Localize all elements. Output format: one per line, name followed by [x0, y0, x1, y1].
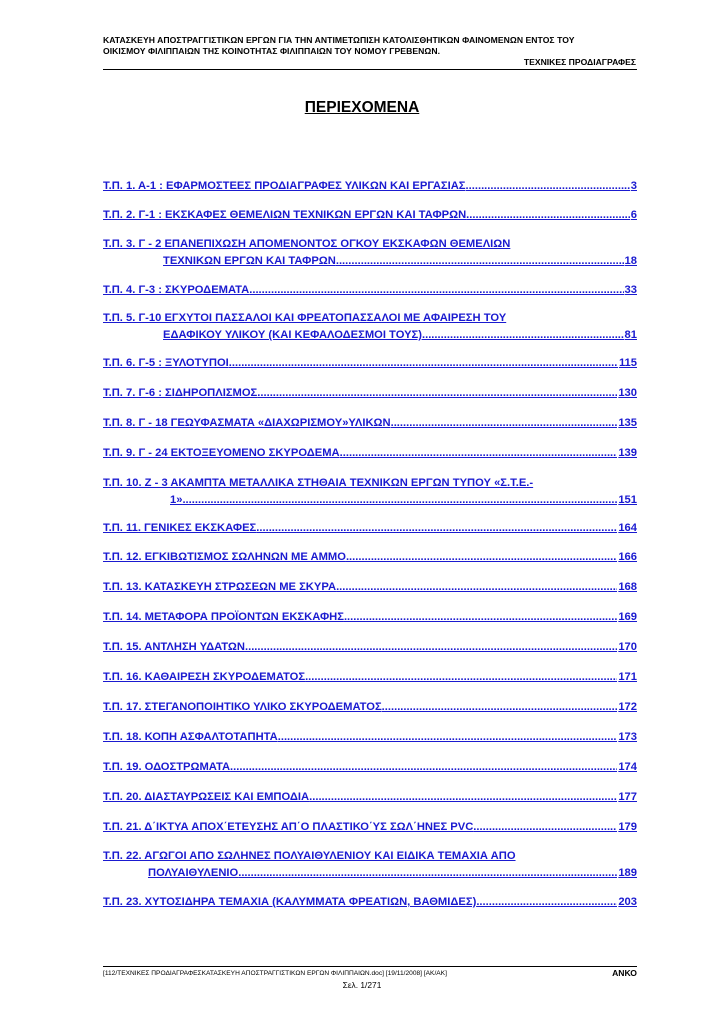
toc-label: Τ.Π. 16. ΚΑΘΑΙΡΕΣΗ ΣΚΥΡΟΔΕΜΑΤΟΣ	[103, 671, 306, 683]
footer-file-info: [112/ΤΕΧΝΙΚΕΣ ΠΡΟΔΙΑΓΡΑΦΕΣΚΑΤΑΣΚΕΥΗ ΑΠΟΣΤΡΑΓΓΙΣΤΙΚΩΝ ΕΡΓΩΝ ΦΙΛΙΠΠΑΙΩΝ.doc] [19/11/2008] [ΑΚ/ΑΚ]	[103, 970, 447, 977]
toc-leader	[382, 699, 618, 716]
toc-leader	[278, 729, 618, 746]
toc-label: Τ.Π. 1. Α-1 : ΕΦΑΡΜΟΣΤΕΕΣ ΠΡΟΔΙΑΓΡΑΦΕΣ ΥΛΙΚΩΝ ΚΑΙ ΕΡΓΑΣΙΑΣ	[103, 180, 466, 192]
toc-leader	[256, 520, 617, 537]
toc-page-number: 174	[618, 761, 637, 773]
toc-page-number: 177	[618, 791, 637, 803]
toc-page-number: 170	[618, 641, 637, 653]
toc-leader	[340, 445, 618, 462]
toc-label-line-2: ΠΟΛΥΑΙΘΥΛΕΝΙΟ	[148, 867, 239, 879]
header-divider	[103, 69, 637, 70]
toc-entry-13[interactable]	[103, 579, 637, 596]
toc-leader	[245, 639, 617, 656]
footer-company: ΑΝΚΟ	[612, 968, 637, 978]
toc-label-line-2: 1»	[170, 494, 183, 506]
toc-page-number: 130	[618, 387, 637, 399]
toc-page-number: 203	[618, 896, 637, 908]
toc-label: Τ.Π. 7. Γ-6 : ΣΙΔΗΡΟΠΛΙΣΜΟΣ	[103, 387, 258, 399]
toc-label: Τ.Π. 15. ΑΝΤΛΗΣΗ ΥΔΑΤΩΝ	[103, 641, 245, 653]
toc-entry-19[interactable]	[103, 759, 637, 776]
toc-leader	[466, 207, 630, 224]
toc-page-number: 171	[618, 671, 637, 683]
page-title: ΠΕΡΙΕΧΟΜΕΝΑ	[304, 99, 420, 116]
toc-label: Τ.Π. 20. ΔΙΑΣΤΑΥΡΩΣΕΙΣ ΚΑΙ ΕΜΠΟΔΙΑ	[103, 791, 310, 803]
toc-entry-4[interactable]	[103, 282, 637, 299]
toc-label: Τ.Π. 14. ΜΕΤΑΦΟΡΑ ΠΡΟΪΟΝΤΩΝ ΕΚΣΚΑΦΗΣ	[103, 611, 344, 623]
toc-page-number: 172	[618, 701, 637, 713]
toc-leader	[249, 282, 623, 299]
toc-leader	[476, 894, 617, 911]
toc-leader	[344, 609, 617, 626]
toc-leader	[257, 385, 617, 402]
footer-divider	[103, 966, 637, 967]
toc-leader	[466, 178, 630, 195]
toc-page-number: 135	[618, 417, 637, 429]
header-line-2: ΟΙΚΙΣΜΟΥ ΦΙΛΙΠΠΑΙΩΝ ΤΗΣ ΚΟΙΝΟΤΗΤΑΣ ΦΙΛΙΠΠΑΙΩΝ ΤΟΥ ΝΟΜΟΥ ΓΡΕΒΕΝΩΝ.	[103, 46, 441, 56]
toc-label-line-1: Τ.Π. 10. Ζ - 3 ΑΚΑΜΠΤΑ ΜΕΤΑΛΛΙΚΑ ΣΤΗΘΑΙΑ ΤΕΧΝΙΚΩΝ ΕΡΓΩΝ ΤΥΠΟΥ «Σ.Τ.Ε.-	[103, 477, 534, 489]
toc-entry-5[interactable]	[103, 310, 637, 344]
toc-entry-15[interactable]	[103, 639, 637, 656]
toc-page-number: 115	[618, 357, 637, 369]
toc-page-number: 189	[618, 867, 637, 879]
toc-label-line-1: Τ.Π. 22. ΑΓΩΓΟΙ ΑΠΟ ΣΩΛΗΝΕΣ ΠΟΛΥΑΙΘΥΛΕΝΙΟΥ ΚΑΙ ΕΙΔΙΚΑ ΤΕΜΑΧΙΑ ΑΠΟ	[103, 850, 516, 862]
toc-page-number: 18	[624, 255, 637, 267]
toc-leader	[305, 669, 617, 686]
toc-entry-14[interactable]	[103, 609, 637, 626]
toc-entry-23[interactable]	[103, 894, 637, 911]
toc-entry-2[interactable]	[103, 207, 637, 224]
toc-entry-7[interactable]	[103, 385, 637, 402]
toc-label-line-1: Τ.Π. 3. Γ - 2 ΕΠΑΝΕΠΙΧΩΣΗ ΑΠΟΜΕΝΟΝΤΟΣ ΟΓΚΟΥ ΕΚΣΚΑΦΩΝ ΘΕΜΕΛΙΩΝ	[103, 238, 511, 250]
toc-entry-17[interactable]	[103, 699, 637, 716]
toc-page-number: 166	[618, 551, 637, 563]
toc-label: Τ.Π. 2. Γ-1 : ΕΚΣΚΑΦΕΣ ΘΕΜΕΛΙΩΝ ΤΕΧΝΙΚΩΝ ΕΡΓΩΝ ΚΑΙ ΤΑΦΡΩΝ	[103, 209, 467, 221]
toc-label: Τ.Π. 4. Γ-3 : ΣΚΥΡΟΔΕΜΑΤΑ	[103, 284, 250, 296]
toc-page-number: 3	[630, 180, 637, 192]
toc-leader	[336, 253, 624, 270]
header-section: ΤΕΧΝΙΚΕΣ ΠΡΟΔΙΑΓΡΑΦΕΣ	[523, 57, 636, 67]
toc-entry-16[interactable]	[103, 669, 637, 686]
toc-page-number: 33	[624, 284, 637, 296]
toc-leader	[336, 579, 617, 596]
toc-page-number: 168	[618, 581, 637, 593]
toc-entry-11[interactable]	[103, 520, 637, 537]
toc-page-number: 173	[618, 731, 637, 743]
header-line-1: ΚΑΤΑΣΚΕΥΗ ΑΠΟΣΤΡΑΓΓΙΣΤΙΚΩΝ ΕΡΓΩΝ ΓΙΑ ΤΗΝ ΑΝΤΙΜΕΤΩΠΙΣΗ ΚΑΤΟΛΙΣΘΗΤΙΚΩΝ ΦΑΙΝΟΜΕΝΩΝ ΕΝΤΟΣ ΤΟΥ	[103, 35, 575, 45]
toc-label: Τ.Π. 9. Γ - 24 ΕΚΤΟΞΕΥΟΜΕΝΟ ΣΚΥΡΟΔΕΜΑ	[103, 447, 340, 459]
toc-label: Τ.Π. 12. ΕΓΚΙΒΩΤΙΣΜΟΣ ΣΩΛΗΝΩΝ ΜΕ ΑΜΜΟ	[103, 551, 346, 563]
toc-entry-22[interactable]	[103, 848, 637, 882]
toc-label: Τ.Π. 19. ΟΔΟΣΤΡΩΜΑΤΑ	[103, 761, 231, 773]
toc-label-line-1: Τ.Π. 5. Γ-10 ΕΓΧΥΤΟΙ ΠΑΣΣΑΛΟΙ ΚΑΙ ΦΡΕΑΤΟΠΑΣΣΑΛΟΙ ΜΕ ΑΦΑΙΡΕΣΗ ΤΟΥ	[103, 312, 507, 324]
toc-entry-8[interactable]	[103, 415, 637, 432]
toc-page-number: 139	[618, 447, 637, 459]
toc-leader	[309, 789, 617, 806]
footer-page-number: Σελ. 1/271	[342, 980, 382, 990]
toc-label: Τ.Π. 11. ΓΕΝΙΚΕΣ ΕΚΣΚΑΦΕΣ	[103, 522, 257, 534]
toc-page-number: 151	[618, 494, 637, 506]
toc-entry-12[interactable]	[103, 549, 637, 566]
toc-entry-21[interactable]	[103, 819, 637, 836]
toc-leader	[238, 865, 617, 882]
toc-leader	[391, 415, 618, 432]
toc-leader	[473, 819, 617, 836]
toc-entry-3[interactable]	[103, 236, 637, 270]
toc-entry-9[interactable]	[103, 445, 637, 462]
toc-entry-18[interactable]	[103, 729, 637, 746]
toc-entry-6[interactable]	[103, 355, 637, 372]
toc-leader	[422, 327, 624, 344]
toc-label: Τ.Π. 21. Δ΄ΙΚΤΥΑ ΑΠΟΧ΄ΕΤΕΥΣΗΣ ΑΠ΄Ο ΠΛΑΣΤΙΚΟ΄ΥΣ ΣΩΛ΄ΗΝΕΣ PVC	[103, 821, 474, 833]
toc-leader	[182, 492, 617, 509]
toc-entry-10[interactable]	[103, 475, 637, 509]
toc-label-line-2: ΕΔΑΦΙΚΟΥ ΥΛΙΚΟΥ (ΚΑΙ ΚΕΦΑΛΟΔΕΣΜΟΙ ΤΟΥΣ)	[163, 329, 422, 341]
toc-label: Τ.Π. 18. ΚΟΠΗ ΑΣΦΑΛΤΟΤΑΠΗΤΑ	[103, 731, 278, 743]
toc-label: Τ.Π. 23. ΧΥΤΟΣΙΔΗΡΑ ΤΕΜΑΧΙΑ (ΚΑΛΥΜΜΑΤΑ ΦΡΕΑΤΙΩΝ, ΒΑΘΜΙΔΕΣ)	[103, 896, 477, 908]
toc-page-number: 164	[618, 522, 637, 534]
toc-leader	[230, 759, 617, 776]
toc-page-number: 179	[618, 821, 637, 833]
toc-page-number: 169	[618, 611, 637, 623]
toc-label-line-2: ΤΕΧΝΙΚΩΝ ΕΡΓΩΝ ΚΑΙ ΤΑΦΡΩΝ	[163, 255, 336, 267]
toc-label: Τ.Π. 13. ΚΑΤΑΣΚΕΥΗ ΣΤΡΩΣΕΩΝ ΜΕ ΣΚΥΡΑ	[103, 581, 337, 593]
toc-entry-1[interactable]	[103, 178, 637, 195]
toc-leader	[229, 355, 618, 372]
toc-page-number: 81	[624, 329, 637, 341]
toc-leader	[346, 549, 617, 566]
toc-label: Τ.Π. 6. Γ-5 : ΞΥΛΟΤΥΠΟΙ	[103, 357, 229, 369]
toc-label: Τ.Π. 17. ΣΤΕΓΑΝΟΠΟΙΗΤΙΚΟ ΥΛΙΚΟ ΣΚΥΡΟΔΕΜΑΤΟΣ	[103, 701, 382, 713]
toc-label: Τ.Π. 8. Γ - 18 ΓΕΩΥΦΑΣΜΑΤΑ «ΔΙΑΧΩΡΙΣΜΟΥ»ΥΛΙΚΩΝ	[103, 417, 391, 429]
toc-entry-20[interactable]	[103, 789, 637, 806]
toc-page-number: 6	[630, 209, 637, 221]
